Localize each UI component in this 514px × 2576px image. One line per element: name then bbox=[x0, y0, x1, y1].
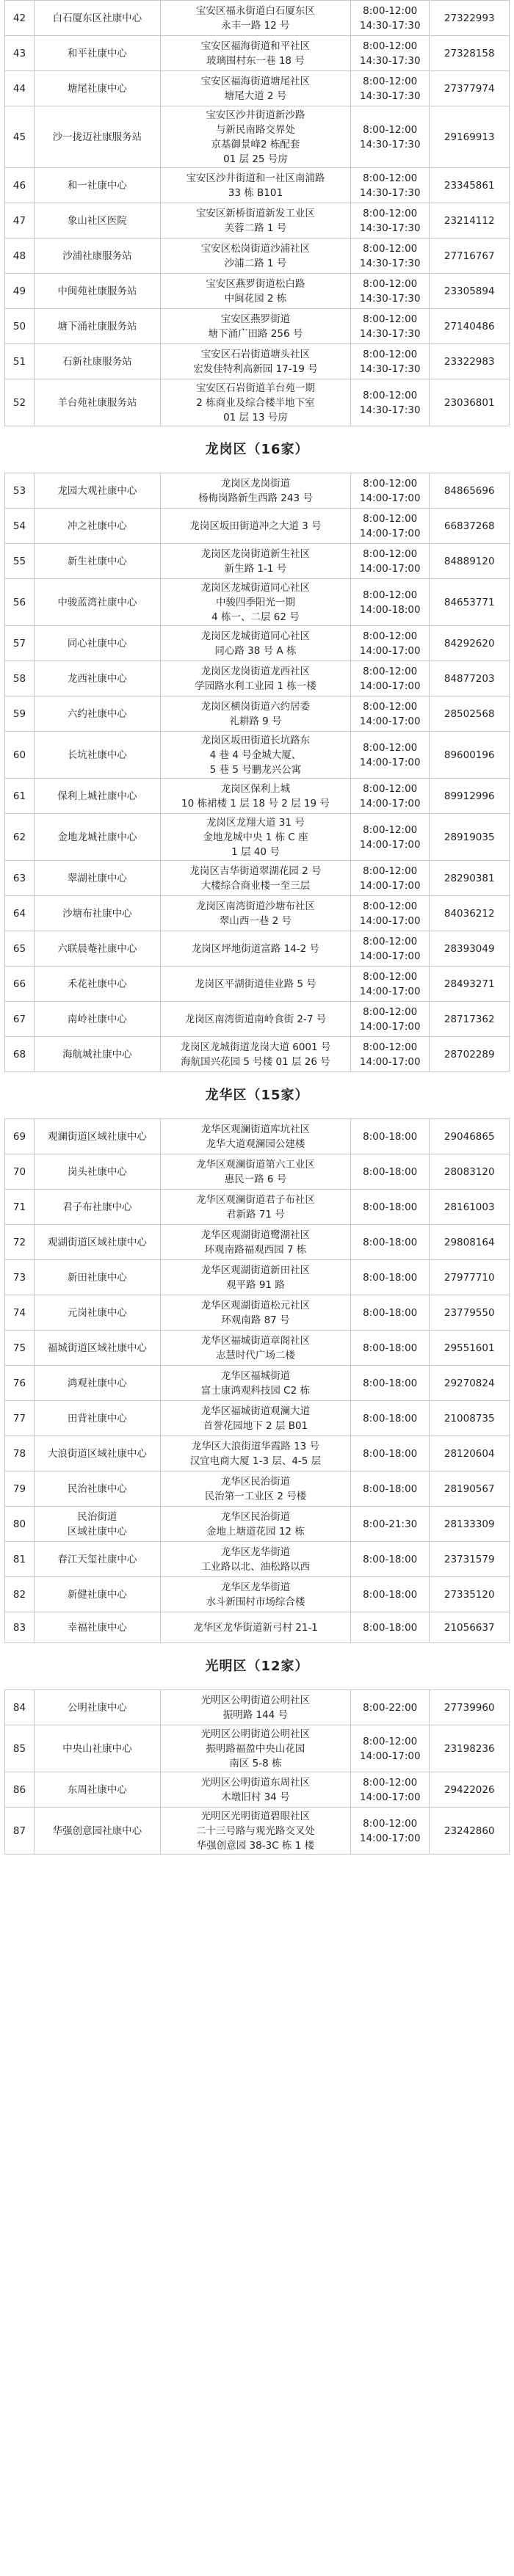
phone-number: 28290381 bbox=[430, 861, 510, 896]
row-number: 50 bbox=[5, 309, 35, 344]
clinic-address: 龙岗区平湖街道佳业路 5 号 bbox=[160, 967, 350, 1002]
row-number: 70 bbox=[5, 1154, 35, 1190]
opening-hours: 8:00-22:00 bbox=[350, 1690, 430, 1725]
clinic-address: 龙岗区南湾街道沙塘布社区 翠山西一巷 2 号 bbox=[160, 896, 350, 931]
clinic-address: 龙华区民治街道 民治第一工业区 2 号楼 bbox=[160, 1471, 350, 1507]
row-number: 74 bbox=[5, 1295, 35, 1331]
section-header-row bbox=[5, 426, 510, 473]
row-number: 43 bbox=[5, 36, 35, 71]
clinic-address: 龙华区福城街道章阁社区 志慧时代广场二楼 bbox=[160, 1331, 350, 1366]
clinic-name: 塘尾社康中心 bbox=[34, 71, 160, 106]
opening-hours: 8:00-12:00 14:30-17:30 bbox=[350, 1, 430, 36]
table-row bbox=[5, 36, 510, 71]
opening-hours: 8:00-18:00 bbox=[350, 1295, 430, 1331]
clinic-name: 沙一拢迈社康服务站 bbox=[34, 106, 160, 168]
table-row bbox=[5, 1037, 510, 1072]
clinic-address: 龙华区观澜街道第六工业区 惠民一路 6 号 bbox=[160, 1154, 350, 1190]
row-number: 56 bbox=[5, 579, 35, 626]
clinic-address: 宝安区新桥街道新发工业区 芙蓉二路 1 号 bbox=[160, 203, 350, 239]
phone-number: 23322983 bbox=[430, 344, 510, 379]
table-row bbox=[5, 626, 510, 661]
clinic-name: 六联晨菴社康中心 bbox=[34, 931, 160, 967]
clinic-name: 沙塘布社康中心 bbox=[34, 896, 160, 931]
row-number: 67 bbox=[5, 1002, 35, 1037]
clinic-address: 龙华区观湖街道新田社区 观平路 91 路 bbox=[160, 1260, 350, 1295]
clinic-name: 福城街道区域社康中心 bbox=[34, 1331, 160, 1366]
clinic-address: 龙岗区龙城街道龙岗大道 6001 号 海航国兴花园 5 号楼 01 层 26 号 bbox=[160, 1037, 350, 1072]
table-row bbox=[5, 1436, 510, 1471]
row-number: 47 bbox=[5, 203, 35, 239]
opening-hours: 8:00-12:00 14:00-17:00 bbox=[350, 814, 430, 861]
clinic-name: 同心社康中心 bbox=[34, 626, 160, 661]
clinic-name: 鸿观社康中心 bbox=[34, 1366, 160, 1401]
section-header-row bbox=[5, 1643, 510, 1690]
clinic-address: 龙岗区坂田街道冲之大道 3 号 bbox=[160, 509, 350, 544]
phone-number: 27328158 bbox=[430, 36, 510, 71]
clinic-name: 观澜街道区域社康中心 bbox=[34, 1119, 160, 1154]
opening-hours: 8:00-12:00 14:30-17:30 bbox=[350, 344, 430, 379]
clinic-name: 塘下涌社康服务站 bbox=[34, 309, 160, 344]
table-row bbox=[5, 931, 510, 967]
opening-hours: 8:00-18:00 bbox=[350, 1331, 430, 1366]
clinic-address: 龙岗区坂田街道长坑路东 4 巷 4 号金城大厦、 5 巷 5 号鹏龙兴公寓 bbox=[160, 732, 350, 779]
opening-hours: 8:00-12:00 14:30-17:30 bbox=[350, 379, 430, 426]
table-row bbox=[5, 274, 510, 309]
clinic-address: 龙岗区吉华街道翠湖花园 2 号 大楼综合商业楼一至三层 bbox=[160, 861, 350, 896]
opening-hours: 8:00-18:00 bbox=[350, 1436, 430, 1471]
clinic-name: 南岭社康中心 bbox=[34, 1002, 160, 1037]
opening-hours: 8:00-12:00 14:00-17:00 bbox=[350, 1725, 430, 1772]
table-row bbox=[5, 1577, 510, 1612]
table-row bbox=[5, 106, 510, 168]
clinic-address: 龙华区观澜街道君子布社区 君新路 71 号 bbox=[160, 1190, 350, 1225]
clinic-name: 新田社康中心 bbox=[34, 1260, 160, 1295]
clinic-name: 元岗社康中心 bbox=[34, 1295, 160, 1331]
phone-number: 23242860 bbox=[430, 1808, 510, 1855]
clinic-name: 冲之社康中心 bbox=[34, 509, 160, 544]
phone-number: 23731579 bbox=[430, 1542, 510, 1577]
row-number: 58 bbox=[5, 661, 35, 696]
clinic-address: 宝安区福海街道塘尾社区 塘尾大道 2 号 bbox=[160, 71, 350, 106]
row-number: 60 bbox=[5, 732, 35, 779]
phone-number: 28161003 bbox=[430, 1190, 510, 1225]
clinic-name: 和一社康中心 bbox=[34, 168, 160, 203]
row-number: 59 bbox=[5, 696, 35, 732]
row-number: 63 bbox=[5, 861, 35, 896]
table-row bbox=[5, 1401, 510, 1436]
table-row bbox=[5, 661, 510, 696]
row-number: 46 bbox=[5, 168, 35, 203]
section-header-row bbox=[5, 1072, 510, 1119]
table-row bbox=[5, 696, 510, 732]
opening-hours: 8:00-12:00 14:00-17:00 bbox=[350, 732, 430, 779]
phone-number: 29808164 bbox=[430, 1225, 510, 1260]
table-row bbox=[5, 732, 510, 779]
opening-hours: 8:00-12:00 14:00-17:00 bbox=[350, 779, 430, 814]
table-row bbox=[5, 1190, 510, 1225]
opening-hours: 8:00-12:00 14:30-17:30 bbox=[350, 309, 430, 344]
opening-hours: 8:00-12:00 14:00-17:00 bbox=[350, 626, 430, 661]
row-number: 79 bbox=[5, 1471, 35, 1507]
table-row bbox=[5, 379, 510, 426]
phone-number: 29551601 bbox=[430, 1331, 510, 1366]
opening-hours: 8:00-12:00 14:00-17:00 bbox=[350, 861, 430, 896]
phone-number: 21056637 bbox=[430, 1612, 510, 1643]
clinic-name: 中闽苑社康服务站 bbox=[34, 274, 160, 309]
row-number: 83 bbox=[5, 1612, 35, 1643]
opening-hours: 8:00-18:00 bbox=[350, 1401, 430, 1436]
clinic-address: 光明区光明街道碧眼社区 二十三号路与观光路交叉处 华强创意园 38-3C 栋 1 楼 bbox=[160, 1808, 350, 1855]
opening-hours: 8:00-18:00 bbox=[350, 1471, 430, 1507]
opening-hours: 8:00-18:00 bbox=[350, 1577, 430, 1612]
row-number: 81 bbox=[5, 1542, 35, 1577]
opening-hours: 8:00-18:00 bbox=[350, 1225, 430, 1260]
row-number: 85 bbox=[5, 1725, 35, 1772]
phone-number: 27140486 bbox=[430, 309, 510, 344]
phone-number: 28717362 bbox=[430, 1002, 510, 1037]
clinic-address: 龙华区龙华街道 工业路以北、油松路以西 bbox=[160, 1542, 350, 1577]
row-number: 44 bbox=[5, 71, 35, 106]
opening-hours: 8:00-12:00 14:00-17:00 bbox=[350, 661, 430, 696]
row-number: 53 bbox=[5, 473, 35, 509]
clinic-address: 宝安区燕罗街道松白路 中闽花园 2 栋 bbox=[160, 274, 350, 309]
table-row bbox=[5, 814, 510, 861]
phone-number: 29422026 bbox=[430, 1772, 510, 1808]
opening-hours: 8:00-18:00 bbox=[350, 1119, 430, 1154]
row-number: 68 bbox=[5, 1037, 35, 1072]
table-row bbox=[5, 1772, 510, 1808]
clinic-address: 龙华区福城街道观澜大道 首誉花园地下 2 层 B01 bbox=[160, 1401, 350, 1436]
phone-number: 27716767 bbox=[430, 239, 510, 274]
table-row bbox=[5, 1154, 510, 1190]
opening-hours: 8:00-12:00 14:30-17:30 bbox=[350, 36, 430, 71]
phone-number: 28702289 bbox=[430, 1037, 510, 1072]
phone-number: 29046865 bbox=[430, 1119, 510, 1154]
table-row bbox=[5, 344, 510, 379]
phone-number: 23036801 bbox=[430, 379, 510, 426]
phone-number: 21008735 bbox=[430, 1401, 510, 1436]
table-row bbox=[5, 861, 510, 896]
clinic-address: 宝安区石岩街道羊台苑一期 2 栋商业及综合楼半地下室 01 层 13 号房 bbox=[160, 379, 350, 426]
table-row bbox=[5, 579, 510, 626]
opening-hours: 8:00-18:00 bbox=[350, 1366, 430, 1401]
row-number: 57 bbox=[5, 626, 35, 661]
phone-number: 84889120 bbox=[430, 544, 510, 579]
phone-number: 28133309 bbox=[430, 1507, 510, 1542]
row-number: 80 bbox=[5, 1507, 35, 1542]
clinic-address: 龙岗区龙城街道同心社区 中骏四季阳光一期 4 栋一、二层 62 号 bbox=[160, 579, 350, 626]
table-row bbox=[5, 1366, 510, 1401]
clinic-name: 沙浦社康服务站 bbox=[34, 239, 160, 274]
phone-number: 27977710 bbox=[430, 1260, 510, 1295]
table-row bbox=[5, 1260, 510, 1295]
opening-hours: 8:00-18:00 bbox=[350, 1260, 430, 1295]
row-number: 52 bbox=[5, 379, 35, 426]
clinic-address: 宝安区沙井街道新沙路 与新民南路交界处 京基御景峰2 栋配套 01 层 25 号房 bbox=[160, 106, 350, 168]
clinic-address: 龙华区福城街道 富士康鸿观科技园 C2 栋 bbox=[160, 1366, 350, 1401]
clinic-name: 公明社康中心 bbox=[34, 1690, 160, 1725]
opening-hours: 8:00-12:00 14:30-17:30 bbox=[350, 274, 430, 309]
phone-number: 23198236 bbox=[430, 1725, 510, 1772]
clinic-address: 宝安区松岗街道沙浦社区 沙浦二路 1 号 bbox=[160, 239, 350, 274]
clinic-address: 龙岗区南湾街道南岭食街 2-7 号 bbox=[160, 1002, 350, 1037]
table-row bbox=[5, 239, 510, 274]
clinic-address: 宝安区福海街道和平社区 玻璃围村东一巷 18 号 bbox=[160, 36, 350, 71]
row-number: 72 bbox=[5, 1225, 35, 1260]
row-number: 71 bbox=[5, 1190, 35, 1225]
phone-number: 28502568 bbox=[430, 696, 510, 732]
clinic-name: 大浪街道区域社康中心 bbox=[34, 1436, 160, 1471]
row-number: 77 bbox=[5, 1401, 35, 1436]
row-number: 75 bbox=[5, 1331, 35, 1366]
clinic-name: 长坑社康中心 bbox=[34, 732, 160, 779]
opening-hours: 8:00-18:00 bbox=[350, 1190, 430, 1225]
clinic-name: 翠湖社康中心 bbox=[34, 861, 160, 896]
table-row bbox=[5, 1331, 510, 1366]
row-number: 66 bbox=[5, 967, 35, 1002]
phone-number: 66837268 bbox=[430, 509, 510, 544]
opening-hours: 8:00-12:00 14:30-17:30 bbox=[350, 106, 430, 168]
row-number: 48 bbox=[5, 239, 35, 274]
table-row bbox=[5, 509, 510, 544]
clinic-name: 新生社康中心 bbox=[34, 544, 160, 579]
table-row bbox=[5, 1002, 510, 1037]
phone-number: 23305894 bbox=[430, 274, 510, 309]
clinic-address: 龙华区大浪街道华霞路 13 号 汉宜电商大厦 1-3 层、4-5 层 bbox=[160, 1436, 350, 1471]
row-number: 54 bbox=[5, 509, 35, 544]
phone-number: 28083120 bbox=[430, 1154, 510, 1190]
table-row bbox=[5, 1471, 510, 1507]
section-title: 龙岗区（16家） bbox=[5, 426, 510, 473]
row-number: 62 bbox=[5, 814, 35, 861]
clinic-address: 龙岗区龙翔大道 31 号 金地龙城中央 1 栋 C 座 1 层 40 号 bbox=[160, 814, 350, 861]
opening-hours: 8:00-12:00 14:00-17:00 bbox=[350, 1002, 430, 1037]
row-number: 64 bbox=[5, 896, 35, 931]
phone-number: 23214112 bbox=[430, 203, 510, 239]
clinic-address: 龙华区观澜街道库坑社区 龙华大道观澜园公建楼 bbox=[160, 1119, 350, 1154]
opening-hours: 8:00-18:00 bbox=[350, 1612, 430, 1643]
opening-hours: 8:00-21:30 bbox=[350, 1507, 430, 1542]
phone-number: 28120604 bbox=[430, 1436, 510, 1471]
table-row bbox=[5, 1119, 510, 1154]
clinic-address: 龙岗区保利上城 10 栋裙楼 1 层 18 号 2 层 19 号 bbox=[160, 779, 350, 814]
clinic-address: 龙岗区龙城街道同心社区 同心路 38 号 A 栋 bbox=[160, 626, 350, 661]
clinic-name: 幸福社康中心 bbox=[34, 1612, 160, 1643]
row-number: 78 bbox=[5, 1436, 35, 1471]
phone-number: 28493271 bbox=[430, 967, 510, 1002]
table-row bbox=[5, 779, 510, 814]
row-number: 84 bbox=[5, 1690, 35, 1725]
row-number: 42 bbox=[5, 1, 35, 36]
clinic-address: 龙岗区坪地街道富路 14-2 号 bbox=[160, 931, 350, 967]
phone-number: 84292620 bbox=[430, 626, 510, 661]
table-row bbox=[5, 1808, 510, 1855]
table-row bbox=[5, 1225, 510, 1260]
table-row bbox=[5, 1295, 510, 1331]
clinic-table-body bbox=[5, 1, 510, 1855]
clinic-address: 宝安区石岩街道塘头社区 宏发佳特利高新园 17-19 号 bbox=[160, 344, 350, 379]
opening-hours: 8:00-12:00 14:00-17:00 bbox=[350, 1037, 430, 1072]
row-number: 82 bbox=[5, 1577, 35, 1612]
phone-number: 27377974 bbox=[430, 71, 510, 106]
opening-hours: 8:00-12:00 14:00-17:00 bbox=[350, 1772, 430, 1808]
row-number: 76 bbox=[5, 1366, 35, 1401]
opening-hours: 8:00-12:00 14:00-17:00 bbox=[350, 509, 430, 544]
row-number: 55 bbox=[5, 544, 35, 579]
clinic-name: 田背社康中心 bbox=[34, 1401, 160, 1436]
table-row bbox=[5, 544, 510, 579]
opening-hours: 8:00-12:00 14:00-17:00 bbox=[350, 696, 430, 732]
table-row bbox=[5, 1725, 510, 1772]
clinic-name: 龙西社康中心 bbox=[34, 661, 160, 696]
clinic-name: 六约社康中心 bbox=[34, 696, 160, 732]
clinic-address: 宝安区燕罗街道 塘下涌广田路 256 号 bbox=[160, 309, 350, 344]
row-number: 73 bbox=[5, 1260, 35, 1295]
opening-hours: 8:00-12:00 14:00-17:00 bbox=[350, 473, 430, 509]
clinic-name: 禾花社康中心 bbox=[34, 967, 160, 1002]
clinic-address: 龙岗区龙岗街道 杨梅岗路新生西路 243 号 bbox=[160, 473, 350, 509]
table-row bbox=[5, 1612, 510, 1643]
clinic-name: 华强创意园社康中心 bbox=[34, 1808, 160, 1855]
clinic-name: 中央山社康中心 bbox=[34, 1725, 160, 1772]
clinic-address: 龙岗区横岗街道六约居委 礼耕路 9 号 bbox=[160, 696, 350, 732]
phone-number: 23779550 bbox=[430, 1295, 510, 1331]
row-number: 69 bbox=[5, 1119, 35, 1154]
clinic-address: 龙华区民治街道 金地上塘道花园 12 栋 bbox=[160, 1507, 350, 1542]
clinic-address: 光明区公明街道东周社区 木墩旧村 34 号 bbox=[160, 1772, 350, 1808]
clinic-table bbox=[4, 0, 510, 1855]
phone-number: 23345861 bbox=[430, 168, 510, 203]
opening-hours: 8:00-12:00 14:00-17:00 bbox=[350, 931, 430, 967]
clinic-name: 保利上城社康中心 bbox=[34, 779, 160, 814]
clinic-name: 中骏蓝湾社康中心 bbox=[34, 579, 160, 626]
clinic-name: 石新社康服务站 bbox=[34, 344, 160, 379]
clinic-address: 宝安区福永街道白石厦东区 永丰一路 12 号 bbox=[160, 1, 350, 36]
clinic-name: 民治社康中心 bbox=[34, 1471, 160, 1507]
table-row bbox=[5, 1690, 510, 1725]
clinic-name: 观湖街道区域社康中心 bbox=[34, 1225, 160, 1260]
clinic-name: 君子布社康中心 bbox=[34, 1190, 160, 1225]
clinic-address: 龙华区龙华街道新弓村 21-1 bbox=[160, 1612, 350, 1643]
clinic-address: 光明区公明街道公明社区 振明路 144 号 bbox=[160, 1690, 350, 1725]
phone-number: 27322993 bbox=[430, 1, 510, 36]
phone-number: 28393049 bbox=[430, 931, 510, 967]
clinic-address: 龙华区龙华街道 水斗新围村市场综合楼 bbox=[160, 1577, 350, 1612]
clinic-name: 春江天玺社康中心 bbox=[34, 1542, 160, 1577]
table-row bbox=[5, 896, 510, 931]
phone-number: 27739960 bbox=[430, 1690, 510, 1725]
row-number: 65 bbox=[5, 931, 35, 967]
opening-hours: 8:00-12:00 14:00-17:00 bbox=[350, 967, 430, 1002]
opening-hours: 8:00-12:00 14:30-17:30 bbox=[350, 168, 430, 203]
phone-number: 89912996 bbox=[430, 779, 510, 814]
clinic-address: 龙华区观湖街道松元社区 环观南路 87 号 bbox=[160, 1295, 350, 1331]
phone-number: 84036212 bbox=[430, 896, 510, 931]
clinic-address: 宝安区沙井街道和一社区南浦路 33 栋 B101 bbox=[160, 168, 350, 203]
row-number: 51 bbox=[5, 344, 35, 379]
clinic-name: 象山社区医院 bbox=[34, 203, 160, 239]
phone-number: 84877203 bbox=[430, 661, 510, 696]
opening-hours: 8:00-12:00 14:00-17:00 bbox=[350, 1808, 430, 1855]
row-number: 87 bbox=[5, 1808, 35, 1855]
clinic-name: 新健社康中心 bbox=[34, 1577, 160, 1612]
section-title: 龙华区（15家） bbox=[5, 1072, 510, 1119]
clinic-address: 龙华区观湖街道鹭湖社区 环观南路福观西园 7 栋 bbox=[160, 1225, 350, 1260]
section-title: 光明区（12家） bbox=[5, 1643, 510, 1690]
table-row bbox=[5, 967, 510, 1002]
row-number: 86 bbox=[5, 1772, 35, 1808]
table-row bbox=[5, 309, 510, 344]
table-row bbox=[5, 1507, 510, 1542]
row-number: 45 bbox=[5, 106, 35, 168]
opening-hours: 8:00-18:00 bbox=[350, 1542, 430, 1577]
phone-number: 84653771 bbox=[430, 579, 510, 626]
clinic-address: 龙岗区龙岗街道龙西社区 学园路水利工业园 1 栋一楼 bbox=[160, 661, 350, 696]
phone-number: 89600196 bbox=[430, 732, 510, 779]
phone-number: 29270824 bbox=[430, 1366, 510, 1401]
clinic-name: 羊台苑社康服务站 bbox=[34, 379, 160, 426]
clinic-address: 龙岗区龙岗街道新生社区 新生路 1-1 号 bbox=[160, 544, 350, 579]
table-row bbox=[5, 168, 510, 203]
opening-hours: 8:00-12:00 14:30-17:30 bbox=[350, 239, 430, 274]
clinic-name: 龙园大观社康中心 bbox=[34, 473, 160, 509]
opening-hours: 8:00-12:00 14:00-18:00 bbox=[350, 579, 430, 626]
phone-number: 29169913 bbox=[430, 106, 510, 168]
table-row bbox=[5, 473, 510, 509]
clinic-name: 和平社康中心 bbox=[34, 36, 160, 71]
row-number: 61 bbox=[5, 779, 35, 814]
table-row bbox=[5, 71, 510, 106]
clinic-name: 民治街道 区域社康中心 bbox=[34, 1507, 160, 1542]
opening-hours: 8:00-12:00 14:30-17:30 bbox=[350, 203, 430, 239]
clinic-name: 金地龙城社康中心 bbox=[34, 814, 160, 861]
phone-number: 27335120 bbox=[430, 1577, 510, 1612]
phone-number: 84865696 bbox=[430, 473, 510, 509]
clinic-name: 东周社康中心 bbox=[34, 1772, 160, 1808]
clinic-name: 海航城社康中心 bbox=[34, 1037, 160, 1072]
opening-hours: 8:00-12:00 14:00-17:00 bbox=[350, 896, 430, 931]
row-number: 49 bbox=[5, 274, 35, 309]
table-row bbox=[5, 203, 510, 239]
clinic-address: 光明区公明街道公明社区 振明路福盈中央山花园 南区 5-8 栋 bbox=[160, 1725, 350, 1772]
table-row bbox=[5, 1542, 510, 1577]
phone-number: 28919035 bbox=[430, 814, 510, 861]
phone-number: 28190567 bbox=[430, 1471, 510, 1507]
clinic-name: 岗头社康中心 bbox=[34, 1154, 160, 1190]
opening-hours: 8:00-12:00 14:30-17:30 bbox=[350, 71, 430, 106]
opening-hours: 8:00-18:00 bbox=[350, 1154, 430, 1190]
table-row bbox=[5, 1, 510, 36]
opening-hours: 8:00-12:00 14:00-17:00 bbox=[350, 544, 430, 579]
clinic-name: 白石厦东区社康中心 bbox=[34, 1, 160, 36]
